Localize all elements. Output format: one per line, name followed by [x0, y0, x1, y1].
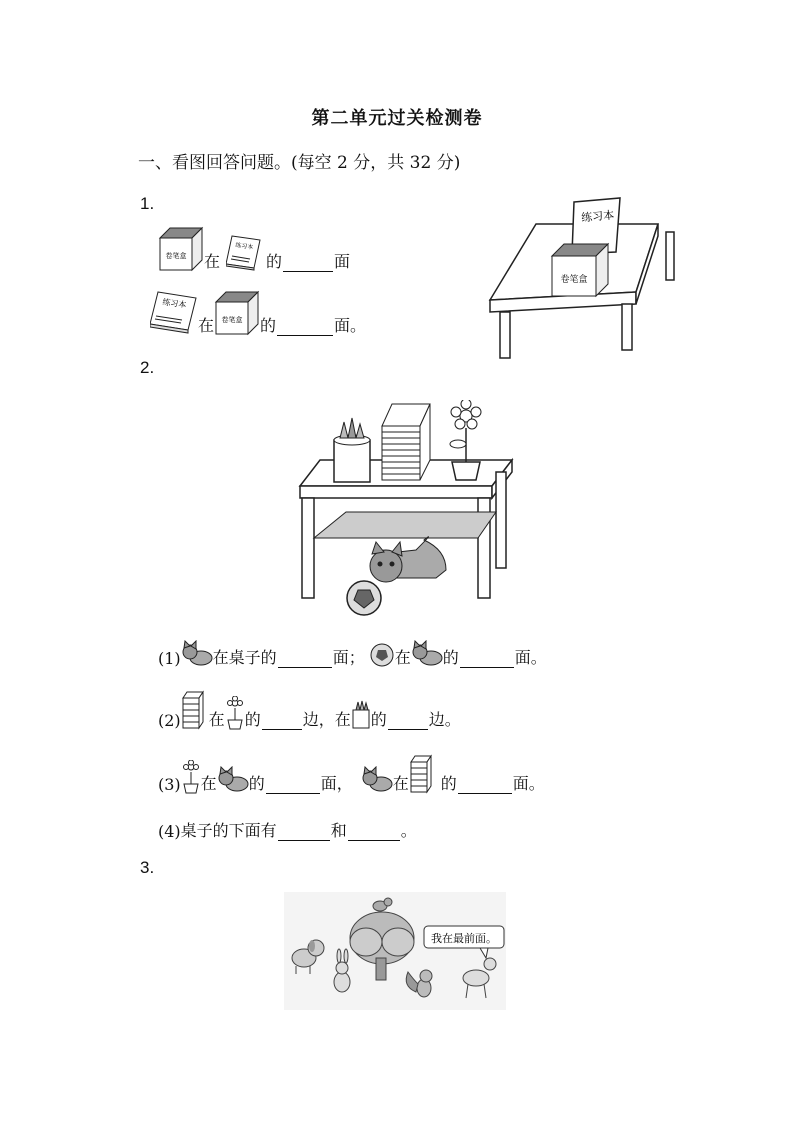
q1-word-zai: 在: [204, 252, 221, 271]
sub-question-number: (1): [158, 649, 181, 668]
answer-blank[interactable]: [278, 824, 330, 841]
answer-blank[interactable]: [283, 255, 333, 272]
notebook-icon: [150, 288, 198, 336]
answer-blank[interactable]: [266, 777, 320, 794]
notebook-icon: [226, 232, 266, 272]
svg-text:卷笔盒: 卷笔盒: [165, 252, 187, 260]
answer-blank[interactable]: [348, 824, 400, 841]
q1-word-zai: 在: [198, 316, 215, 335]
q2-s4-text: 桌子的下面有: [180, 821, 277, 840]
q2-s4-text: 和: [330, 821, 347, 840]
svg-text:卷笔盒: 卷笔盒: [560, 275, 588, 285]
answer-blank[interactable]: [458, 777, 512, 794]
sub-question-number: (4): [158, 822, 181, 841]
q2-s1-text: 面；: [332, 648, 365, 667]
q2-s2-text: 边，在: [302, 710, 351, 729]
question-2-number: 2.: [140, 358, 155, 377]
answer-blank[interactable]: [262, 713, 302, 730]
q2-s1-text: 在桌子的: [212, 648, 277, 667]
q1-word-mian-end: 面。: [334, 316, 367, 335]
q1-word-de: 的: [266, 252, 283, 271]
q2-s4-text: 。: [400, 821, 417, 840]
book-stack-icon: [181, 690, 205, 730]
page-title: 第二单元过关检测卷: [311, 108, 483, 129]
cat-icon: [217, 766, 249, 794]
pencil-box-icon: [158, 226, 204, 272]
q2-s2-text: 的: [244, 710, 261, 729]
q1-line-2: [150, 288, 366, 336]
pencil-cup-icon: [351, 700, 371, 730]
q2-s3-text: 面，: [320, 774, 353, 793]
svg-text:练习本: 练习本: [234, 241, 254, 252]
answer-blank[interactable]: [278, 651, 332, 668]
answer-blank[interactable]: [277, 319, 333, 336]
q2-s1-text: 在: [394, 648, 411, 667]
sub-question-number: (2): [158, 711, 181, 730]
desk-scene-illustration: [296, 400, 516, 618]
animals-tree-illustration: [284, 892, 506, 1010]
svg-text:卷笔盒: 卷笔盒: [221, 316, 243, 324]
q2-s3-text: 面。: [512, 774, 545, 793]
flower-pot-icon: [181, 760, 201, 794]
flower-pot-icon: [225, 696, 245, 730]
q2-s2-text: 在: [208, 710, 225, 729]
q2-s3-text: 的: [440, 774, 457, 793]
cat-icon: [361, 766, 393, 794]
q1-line-1: [158, 226, 350, 272]
q2-s2-text: 的: [370, 710, 387, 729]
ball-icon: [369, 642, 395, 668]
q1-word-de: 的: [260, 316, 277, 335]
pencil-box-icon: [214, 290, 260, 336]
svg-text:练习本: 练习本: [580, 208, 615, 225]
q2-line-1: [158, 640, 547, 668]
q2-s2-text: 边。: [428, 710, 461, 729]
cat-icon: [181, 640, 213, 668]
q1-word-mian: 面: [334, 252, 351, 271]
q2-s3-text: 在: [392, 774, 409, 793]
cat-icon: [411, 640, 443, 668]
answer-blank[interactable]: [460, 651, 514, 668]
question-3-number: 3.: [140, 858, 155, 877]
book-stack-icon: [409, 754, 433, 794]
speech-bubble-text: 我在最前面。: [431, 932, 497, 945]
q2-line-3: [158, 754, 545, 794]
q2-s1-text: 的: [442, 648, 459, 667]
section-heading: 一、看图回答问题。(每空 2 分，共 32 分): [138, 153, 461, 173]
q2-s3-text: 的: [248, 774, 265, 793]
svg-text:练习本: 练习本: [161, 297, 187, 310]
table-with-box-illustration: [486, 192, 686, 362]
q2-line-2: [158, 690, 461, 730]
question-1-number: 1.: [140, 194, 155, 213]
answer-blank[interactable]: [388, 713, 428, 730]
q2-s1-text: 面。: [514, 648, 547, 667]
q2-s3-text: 在: [200, 774, 217, 793]
q2-line-4: [158, 818, 417, 841]
sub-question-number: (3): [158, 775, 181, 794]
